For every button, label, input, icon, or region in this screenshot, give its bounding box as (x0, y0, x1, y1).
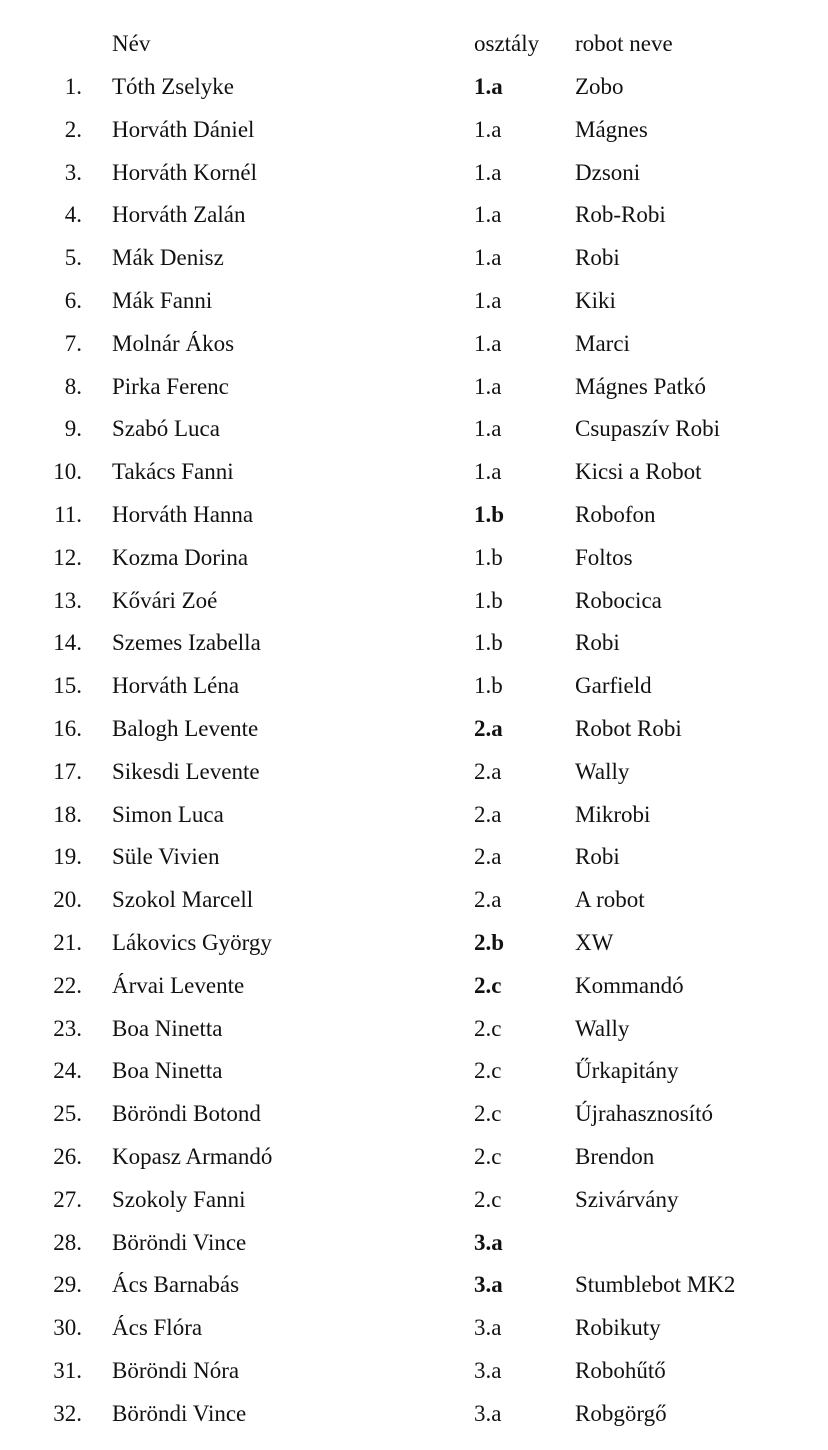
student-name: Takács Fanni (112, 459, 234, 485)
table-row (0, 621, 828, 664)
student-name: Kopasz Armandó (112, 1144, 273, 1169)
class-label: 1.b (474, 544, 503, 570)
student-name: Boa Ninetta (112, 1058, 223, 1084)
row-number: 21. (53, 930, 82, 955)
row-number: 30. (53, 1315, 82, 1341)
student-name: Kozma Dorina (112, 544, 249, 570)
robot-name: Kommandó (575, 972, 684, 998)
student-name: Molnár Ákos (112, 330, 235, 356)
robot-name: XW (575, 930, 614, 955)
student-name: Pirka Ferenc (112, 373, 229, 399)
class-label: 2.c (474, 1058, 502, 1084)
class-label: 1.b (474, 630, 503, 656)
robot-name: Dzsoni (575, 159, 641, 185)
student-name: Horváth Zalán (112, 202, 246, 228)
row-number: 19. (53, 844, 82, 870)
row-number: 16. (53, 716, 82, 741)
row-number: 27. (53, 1186, 82, 1212)
row-number: 8. (64, 373, 82, 399)
table-row (0, 193, 828, 236)
class-label: 1.b (474, 673, 503, 699)
class-label: 2.a (474, 801, 502, 827)
table-row (0, 793, 828, 836)
robot-name: Robgörgő (575, 1400, 667, 1426)
table-row (0, 579, 828, 622)
row-number: 15. (53, 673, 82, 699)
class-label: 3.a (474, 1315, 502, 1341)
row-number: 1. (64, 74, 82, 99)
class-label: 1.a (474, 116, 502, 142)
robot-name: Foltos (575, 544, 633, 570)
table-row (0, 151, 828, 194)
robot-name: Robikuty (575, 1315, 661, 1341)
robot-name: Robi (575, 844, 620, 870)
class-label: 2.a (474, 758, 502, 784)
table-row (0, 1306, 828, 1349)
row-number: 22. (53, 972, 82, 998)
student-name: Kővári Zoé (112, 587, 218, 613)
table-row (0, 1349, 828, 1392)
table-row (0, 921, 828, 964)
student-name: Horváth Léna (112, 673, 240, 699)
row-number: 26. (53, 1144, 82, 1169)
robot-name: Garfield (575, 673, 652, 699)
table-row (0, 450, 828, 493)
student-name: Balogh Levente (112, 716, 259, 741)
table-row (0, 65, 828, 108)
class-label: 2.a (474, 716, 503, 741)
class-label: 3.a (474, 1272, 503, 1298)
student-name: Boa Ninetta (112, 1015, 223, 1041)
student-name: Mák Fanni (112, 288, 213, 313)
class-label: 1.a (474, 459, 502, 485)
table-row (0, 365, 828, 408)
robot-name: Csupaszív Robi (575, 416, 721, 442)
student-name: Lákovics György (112, 930, 272, 955)
row-number: 13. (53, 587, 82, 613)
robot-name: Brendon (575, 1144, 655, 1169)
table-row (0, 664, 828, 707)
student-name: Mák Denisz (112, 245, 224, 271)
class-label: 1.a (474, 416, 502, 442)
student-name: Böröndi Nóra (112, 1358, 240, 1383)
table-row (0, 878, 828, 921)
table-row (0, 493, 828, 536)
student-name: Sikesdi Levente (112, 758, 260, 784)
student-name: Böröndi Vince (112, 1229, 247, 1255)
student-name: Böröndi Botond (112, 1101, 261, 1127)
row-number: 17. (53, 758, 82, 784)
row-number: 18. (53, 801, 82, 827)
header-name: Név (112, 31, 151, 56)
student-name: Szabó Luca (112, 416, 220, 442)
class-label: 1.a (474, 159, 502, 185)
robot-name: Szivárvány (575, 1186, 679, 1212)
class-label: 2.c (474, 1186, 502, 1212)
table-header (0, 22, 828, 65)
table-row (0, 1092, 828, 1135)
student-name: Horváth Hanna (112, 502, 254, 527)
row-number: 2. (64, 116, 82, 142)
class-label: 1.a (474, 245, 502, 271)
class-label: 1.a (474, 330, 502, 356)
table-row (0, 964, 828, 1007)
table-row (0, 322, 828, 365)
class-label: 1.b (474, 587, 503, 613)
row-number: 3. (64, 159, 82, 185)
class-label: 2.c (474, 1144, 502, 1169)
robot-name: Wally (575, 758, 630, 784)
class-label: 1.a (474, 373, 502, 399)
robot-name: Rob-Robi (575, 202, 666, 228)
row-number: 25. (53, 1101, 82, 1127)
class-label: 2.c (474, 972, 502, 998)
row-number: 29. (53, 1272, 82, 1298)
row-number: 14. (53, 630, 82, 656)
class-label: 1.a (474, 288, 502, 313)
student-name: Szokol Marcell (112, 887, 254, 913)
student-name: Árvai Levente (112, 972, 245, 998)
robot-name: Kiki (575, 288, 616, 313)
robot-name: Robi (575, 245, 620, 271)
student-name: Simon Luca (112, 801, 224, 827)
class-label: 2.c (474, 1015, 502, 1041)
table-row (0, 1392, 828, 1435)
robot-name: Wally (575, 1015, 630, 1041)
robot-name: Újrahasznosító (575, 1101, 713, 1127)
row-number: 20. (53, 887, 82, 913)
row-number: 6. (64, 288, 82, 313)
class-label: 1.a (474, 202, 502, 228)
row-number: 31. (53, 1358, 82, 1383)
student-name: Szokoly Fanni (112, 1186, 246, 1212)
row-number: 4. (64, 202, 82, 228)
robot-name: Robot Robi (575, 716, 682, 741)
student-name: Ács Barnabás (112, 1272, 240, 1298)
class-label: 2.c (474, 1101, 502, 1127)
table-row (0, 279, 828, 322)
table-row (0, 1135, 828, 1178)
table-row (0, 536, 828, 579)
row-number: 28. (53, 1229, 82, 1255)
table-row (0, 108, 828, 151)
class-label: 3.a (474, 1400, 502, 1426)
student-name: Süle Vivien (112, 844, 220, 870)
row-number: 10. (53, 459, 82, 485)
row-number: 12. (53, 544, 82, 570)
table-row (0, 750, 828, 793)
student-name: Horváth Dániel (112, 116, 255, 142)
student-name: Ács Flóra (112, 1315, 203, 1341)
class-label: 3.a (474, 1358, 502, 1383)
row-number: 9. (64, 416, 82, 442)
class-label: 1.b (474, 502, 505, 527)
robot-name: Stumblebot MK2 (575, 1272, 736, 1298)
row-number: 24. (53, 1058, 82, 1084)
row-number: 7. (64, 330, 82, 356)
robot-name: Robocica (575, 587, 662, 613)
robot-name: Mágnes Patkó (575, 373, 706, 399)
robot-name: Marci (575, 330, 630, 356)
table-row (0, 707, 828, 750)
robot-name: Kicsi a Robot (575, 459, 702, 485)
robot-name: Mágnes (575, 116, 648, 142)
robot-name: Robi (575, 630, 620, 656)
robot-name: Zobo (575, 74, 624, 99)
robot-name: Űrkapitány (575, 1058, 679, 1084)
student-name: Tóth Zselyke (112, 74, 234, 99)
class-label: 2.a (474, 887, 502, 913)
header-class: osztály (474, 31, 540, 56)
student-name: Horváth Kornél (112, 159, 257, 185)
table-row (0, 407, 828, 450)
table-row (0, 835, 828, 878)
robot-name: Mikrobi (575, 801, 651, 827)
robot-name: Robofon (575, 502, 656, 527)
table-row (0, 1049, 828, 1092)
student-name: Szemes Izabella (112, 630, 261, 656)
row-number: 32. (53, 1400, 82, 1426)
table-row (0, 1263, 828, 1306)
student-name: Böröndi Vince (112, 1400, 247, 1426)
table-row (0, 1007, 828, 1050)
table-row (0, 236, 828, 279)
header-robot: robot neve (575, 31, 673, 56)
row-number: 11. (54, 502, 82, 527)
table-row (0, 1178, 828, 1221)
robot-name: A robot (575, 887, 645, 913)
robot-name: Robohűtő (575, 1358, 666, 1383)
class-label: 1.a (474, 74, 503, 99)
row-number: 5. (64, 245, 82, 271)
row-number: 23. (53, 1015, 82, 1041)
table-row (0, 1221, 828, 1264)
class-label: 3.a (474, 1229, 503, 1255)
class-label: 2.a (474, 844, 502, 870)
class-label: 2.b (474, 930, 505, 955)
